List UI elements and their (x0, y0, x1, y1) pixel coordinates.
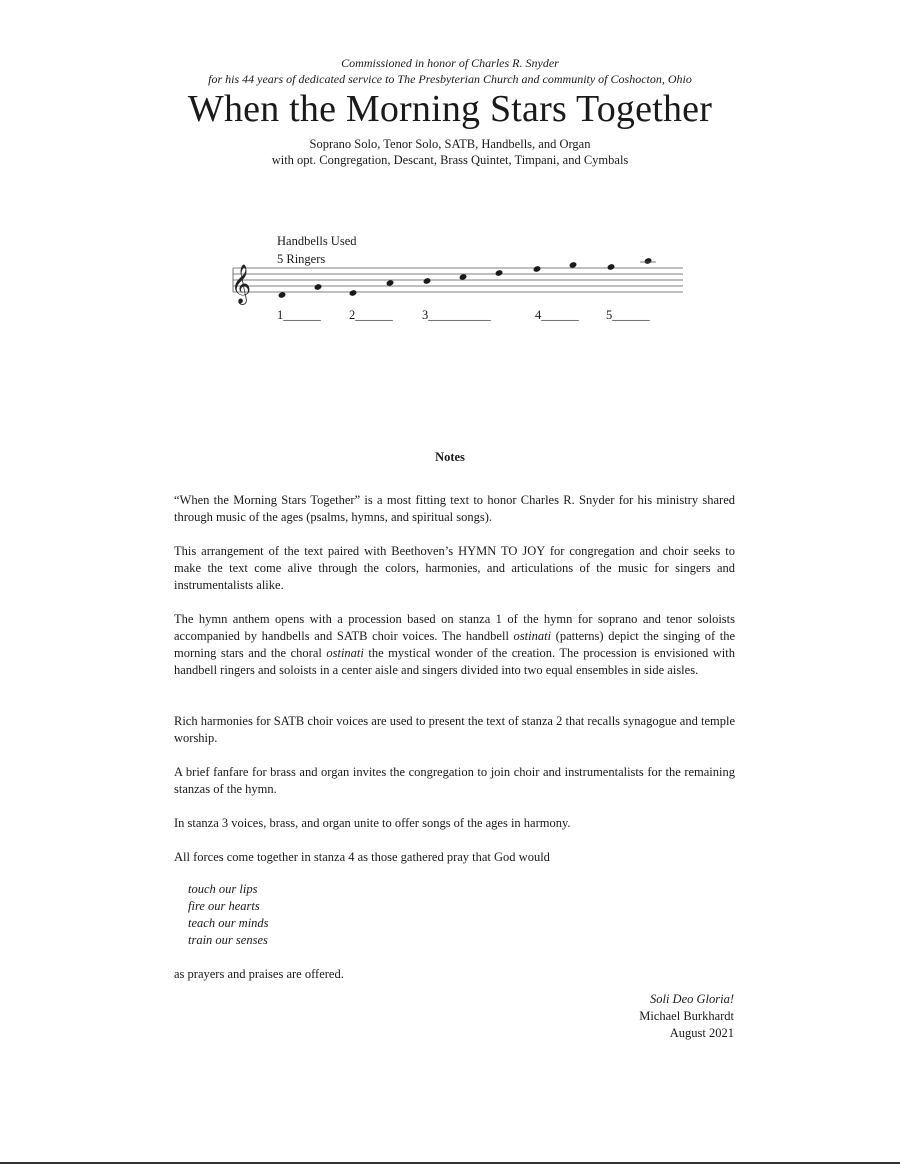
note-head (349, 289, 358, 297)
note-head (644, 257, 653, 265)
composition-date: August 2021 (669, 1026, 734, 1040)
dedication-line-2: for his 44 years of dedicated service to The Presbyterian Church and community of Coshocton, Ohio (208, 72, 692, 86)
scoring-line-2: with opt. Congregation, Descant, Brass Quintet, Timpani, and Cymbals (271, 153, 629, 167)
prayer-line-2: fire our hearts (188, 899, 260, 913)
note-head (495, 269, 504, 277)
handbells-used-label: Handbells Used (277, 234, 357, 248)
prayer-line-3: teach our minds (188, 916, 269, 930)
composer-name: Michael Burkhardt (639, 1009, 734, 1023)
ringer-2: 2______ (349, 308, 393, 322)
ringer-5: 5______ (606, 308, 650, 322)
ringer-3: 3__________ (422, 308, 491, 322)
ringer-1: 1______ (277, 308, 321, 322)
notes-paragraph-5: A brief fanfare for brass and organ invites the congregation to join choir and instrumentalists for the remaining stanzas of the hymn. (174, 765, 735, 796)
handbell-staff (225, 250, 695, 305)
page-title: When the Morning Stars Together (187, 88, 713, 130)
notes-paragraph-7: All forces come together in stanza 4 as those gathered pray that God would (174, 850, 550, 864)
ringer-4: 4______ (535, 308, 579, 322)
note-heads (278, 257, 656, 299)
note-head (533, 265, 542, 273)
notes-paragraph-4: Rich harmonies for SATB choir voices are used to present the text of stanza 2 that recalls synagogue and temple worship. (174, 714, 735, 745)
notes-paragraph-3: The hymn anthem opens with a procession based on stanza 1 of the hymn for soprano and tenor soloists accompanied by handbells and SATB choir voices. The handbell ostinati (patterns) depict the singing of the morning stars and the choral ostinati the mystical wonder of the creation. The procession is envisioned with handbell ringers and soloists in a center aisle and singers divided into two equal ensembles in side aisles. (174, 612, 735, 677)
notes-heading: Notes (435, 450, 465, 464)
treble-clef-icon: 𝄞 (231, 264, 252, 304)
notes-paragraph-2: This arrangement of the text paired with Beethoven’s HYMN TO JOY for congregation and choir seeks to make the text come alive through the colors, harmonies, and articulations of the music for singers and instrumentalists alike. (174, 544, 735, 592)
prayer-line-1: touch our lips (188, 882, 258, 896)
notes-paragraph-6: In stanza 3 voices, brass, and organ unite to offer songs of the ages in harmony. (174, 816, 571, 830)
prayer-line-4: train our senses (188, 933, 268, 947)
scoring-line-1: Soprano Solo, Tenor Solo, SATB, Handbells, and Organ (309, 137, 591, 151)
note-head (423, 277, 432, 285)
signature-motto: Soli Deo Gloria! (649, 992, 734, 1006)
staff-lines (233, 268, 683, 292)
ringers-count-label: 5 Ringers (277, 252, 326, 266)
notes-paragraph-1: “When the Morning Stars Together” is a most fitting text to honor Charles R. Snyder for his ministry shared through music of the ages (psalms, hymns, and spiritual songs). (174, 493, 735, 524)
dedication-line-1: Commissioned in honor of Charles R. Snyder (341, 56, 559, 70)
note-head (314, 283, 323, 291)
note-head (607, 263, 616, 271)
notes-paragraph-8: as prayers and praises are offered. (174, 967, 344, 981)
